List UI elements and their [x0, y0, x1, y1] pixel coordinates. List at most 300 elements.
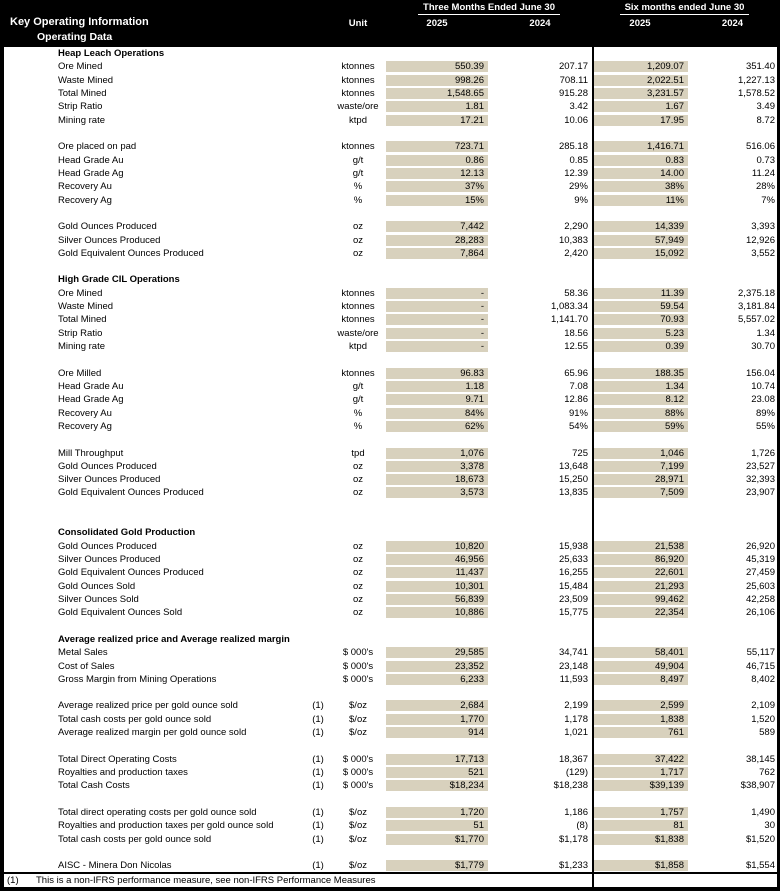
value-h1-2025: $39,139 [592, 780, 688, 791]
section-title: Consolidated Gold Production [58, 527, 196, 539]
unit-cell: oz [352, 580, 364, 592]
row-label: Total Direct Operating Costs [58, 753, 177, 765]
row-label: Recovery Au [58, 407, 112, 419]
value-q2-2024: 12.55 [564, 341, 588, 353]
value-q2-2025: 29,585 [386, 647, 488, 658]
value-q2-2025: 37% [386, 181, 488, 192]
value-q2-2025: 62% [386, 421, 488, 432]
value-q2-2024: 915.28 [558, 88, 588, 100]
row-label: Ore Milled [58, 367, 102, 379]
table-row [4, 167, 777, 180]
value-q2-2025: 998.26 [386, 75, 488, 86]
value-h1-2024: 1,726 [751, 447, 775, 459]
value-q2-2025: - [386, 301, 488, 312]
value-q2-2024: 1,178 [564, 713, 588, 725]
value-h1-2025: 17.95 [592, 115, 688, 126]
quarter-2025-column-header: 2025 [426, 18, 448, 29]
value-h1-2025: 1,717 [592, 767, 688, 778]
value-q2-2024: 12.39 [564, 167, 588, 179]
value-q2-2024: 3.42 [569, 101, 588, 113]
value-h1-2025: 1,757 [592, 807, 688, 818]
row-label: Head Grade Ag [58, 167, 124, 179]
spacer-row [4, 500, 777, 513]
value-q2-2024: 725 [572, 447, 588, 459]
value-q2-2025: 3,378 [386, 461, 488, 472]
value-h1-2024: 7% [761, 194, 775, 206]
table-row [4, 287, 777, 300]
value-h1-2024: 23.08 [751, 394, 775, 406]
value-q2-2024: 1,021 [564, 727, 588, 739]
value-q2-2024: $18,238 [553, 780, 588, 792]
unit-cell: $/oz [349, 820, 367, 832]
report-title: Key Operating Information [10, 16, 149, 28]
value-q2-2024: 7.08 [569, 380, 588, 392]
row-label: Gold Ounces Produced [58, 540, 157, 552]
table-row [4, 220, 777, 233]
value-q2-2025: 6,233 [386, 674, 488, 685]
unit-cell: ktonnes [341, 301, 375, 313]
unit-cell: % [353, 420, 363, 432]
value-q2-2025: 7,864 [386, 248, 488, 259]
table-row [4, 87, 777, 100]
value-h1-2024: 1,520 [751, 713, 775, 725]
value-h1-2024: 32,393 [745, 474, 775, 486]
value-h1-2024: 1.34 [756, 327, 775, 339]
unit-cell: ktpd [349, 341, 367, 353]
value-q2-2025: 96.83 [386, 368, 488, 379]
value-q2-2025: 15% [386, 195, 488, 206]
value-q2-2024: 23,148 [558, 660, 588, 672]
value-h1-2024: 23,907 [745, 487, 775, 499]
value-q2-2025: 17,713 [386, 754, 488, 765]
value-h1-2024: 45,319 [745, 554, 775, 566]
footnote-ref-cell: (1) [312, 780, 324, 792]
unit-cell: g/t [352, 380, 364, 392]
unit-cell: ktonnes [341, 367, 375, 379]
footnote-ref-cell: (1) [312, 727, 324, 739]
value-h1-2025: 11% [592, 195, 688, 206]
table-body [4, 47, 777, 872]
value-h1-2025: 0.39 [592, 341, 688, 352]
table-row [4, 779, 777, 792]
value-h1-2024: 351.40 [745, 61, 775, 73]
section-header-row [4, 273, 777, 286]
table-row [4, 580, 777, 593]
table-row [4, 753, 777, 766]
value-q2-2025: 12.13 [386, 168, 488, 179]
value-q2-2025: 723.71 [386, 141, 488, 152]
table-row [4, 420, 777, 433]
value-q2-2025: 51 [386, 820, 488, 831]
table-row [4, 327, 777, 340]
row-label: Strip Ratio [58, 101, 103, 113]
row-label: Cost of Sales [58, 660, 115, 672]
quarter-group-header: Three Months Ended June 30 [386, 2, 592, 15]
table-row [4, 140, 777, 153]
table-row [4, 726, 777, 739]
unit-cell: oz [352, 554, 364, 566]
value-h1-2024: 30 [764, 820, 775, 832]
value-h1-2025: 22,601 [592, 567, 688, 578]
spacer-row [4, 686, 777, 699]
value-q2-2025: 7,442 [386, 221, 488, 232]
value-q2-2025: 28,283 [386, 235, 488, 246]
unit-cell: oz [352, 234, 364, 246]
value-q2-2025: $1,770 [386, 834, 488, 845]
value-h1-2025: 22,354 [592, 607, 688, 618]
unit-cell: ktonnes [341, 314, 375, 326]
unit-cell: ktpd [349, 114, 367, 126]
row-label: Ore placed on pad [58, 141, 137, 153]
value-q2-2025: 0.86 [386, 155, 488, 166]
unit-cell: $ 000's [342, 647, 374, 659]
value-q2-2025: 1,720 [386, 807, 488, 818]
table-row [4, 713, 777, 726]
value-q2-2025: 3,573 [386, 487, 488, 498]
value-h1-2025: 88% [592, 408, 688, 419]
footnote-ref-cell: (1) [312, 806, 324, 818]
value-q2-2025: $18,234 [386, 780, 488, 791]
value-h1-2024: 55,117 [746, 647, 775, 659]
table-row [4, 313, 777, 326]
table-row [4, 659, 777, 672]
value-h1-2025: $1,858 [592, 860, 688, 871]
value-h1-2024: 762 [759, 767, 775, 779]
unit-cell: % [353, 194, 363, 206]
value-h1-2025: 1,838 [592, 714, 688, 725]
value-h1-2025: 8.12 [592, 394, 688, 405]
spacer-row [4, 793, 777, 806]
value-q2-2024: 708.11 [559, 74, 588, 86]
value-h1-2025: 28,971 [592, 474, 688, 485]
unit-cell: $ 000's [342, 780, 374, 792]
row-label: Gold Ounces Produced [58, 460, 157, 472]
value-q2-2025: 10,301 [386, 581, 488, 592]
table-row [4, 646, 777, 659]
value-q2-2025: $1,779 [386, 860, 488, 871]
row-label: Mining rate [58, 114, 105, 126]
half-year-2024-column-header: 2024 [721, 18, 744, 29]
value-h1-2025: 2,022.51 [592, 75, 688, 86]
value-h1-2025: 15,092 [592, 248, 688, 259]
table-row [4, 859, 777, 872]
unit-cell: waste/ore [337, 101, 379, 113]
value-q2-2024: 12.86 [564, 394, 588, 406]
value-q2-2025: 17.21 [386, 115, 488, 126]
row-label: Mill Throughput [58, 447, 124, 459]
row-label: Total direct operating costs per gold ounce sold [58, 806, 257, 818]
report-subtitle: Operating Data [37, 31, 113, 43]
footnote-ref-cell: (1) [312, 833, 324, 845]
footnote-ref-cell: (1) [312, 860, 324, 872]
value-h1-2025: 1,416.71 [592, 141, 688, 152]
row-label: Gold Equivalent Ounces Produced [58, 487, 204, 499]
table-row [4, 114, 777, 127]
value-h1-2025: 761 [592, 727, 688, 738]
unit-cell: $ 000's [342, 753, 374, 765]
value-h1-2024: $1,554 [745, 860, 775, 872]
table-row [4, 393, 777, 406]
value-h1-2025: 5.23 [592, 328, 688, 339]
table-row [4, 832, 777, 845]
row-label: Head Grade Au [58, 154, 124, 166]
table-row [4, 193, 777, 206]
value-h1-2024: 38,145 [745, 753, 775, 765]
value-h1-2025: 70.93 [592, 314, 688, 325]
unit-cell: ktonnes [341, 141, 375, 153]
table-row [4, 406, 777, 419]
row-label: Gold Ounces Produced [58, 221, 157, 233]
value-q2-2025: - [386, 288, 488, 299]
row-label: Waste Mined [58, 301, 114, 313]
value-h1-2024: 589 [759, 727, 775, 739]
table-row [4, 566, 777, 579]
value-q2-2024: 13,648 [558, 460, 588, 472]
value-h1-2024: 0.73 [756, 154, 775, 166]
unit-cell: ktonnes [341, 88, 375, 100]
table-row [4, 540, 777, 553]
table-row [4, 819, 777, 832]
value-h1-2024: 89% [755, 407, 775, 419]
value-q2-2025: 550.39 [386, 61, 488, 72]
value-h1-2024: 156.04 [745, 367, 775, 379]
value-h1-2025: 86,920 [592, 554, 688, 565]
footnote-ref: (1) [7, 875, 19, 886]
value-q2-2024: 11,593 [559, 673, 588, 685]
value-q2-2025: 10,820 [386, 541, 488, 552]
value-h1-2024: 27,459 [745, 567, 775, 579]
spacer-row [4, 846, 777, 859]
value-q2-2024: 18,367 [558, 753, 588, 765]
value-h1-2025: 3,231.57 [592, 88, 688, 99]
unit-cell: oz [352, 567, 364, 579]
unit-cell: $/oz [349, 713, 367, 725]
unit-cell: $ 000's [342, 767, 374, 779]
row-label: Royalties and production taxes per gold ounce sold [58, 820, 274, 832]
unit-cell: oz [352, 487, 364, 499]
value-q2-2024: 15,938 [558, 540, 588, 552]
section-header-row [4, 633, 777, 646]
value-q2-2024: 54% [568, 420, 588, 432]
value-h1-2024: 8,402 [751, 673, 775, 685]
row-label: Gold Equivalent Ounces Produced [58, 247, 204, 259]
table-row [4, 699, 777, 712]
value-h1-2024: 12,926 [745, 234, 775, 246]
row-label: Total cash costs per gold ounce sold [58, 833, 212, 845]
value-q2-2024: 285.18 [558, 141, 588, 153]
value-h1-2025: 57,949 [592, 235, 688, 246]
spacer-row [4, 433, 777, 446]
value-q2-2025: 1.81 [386, 101, 488, 112]
table-row [4, 233, 777, 246]
value-h1-2024: 28% [755, 181, 775, 193]
value-h1-2024: 5,557.02 [738, 314, 775, 326]
value-h1-2025: 8,497 [592, 674, 688, 685]
value-h1-2024: 3,181.84 [738, 301, 775, 313]
value-h1-2024: 42,258 [745, 593, 775, 605]
table-row [4, 553, 777, 566]
unit-cell: $/oz [349, 860, 367, 872]
value-q2-2025: 84% [386, 408, 488, 419]
unit-cell: % [353, 407, 363, 419]
value-q2-2024: 23,509 [558, 593, 588, 605]
value-q2-2024: 13,835 [558, 487, 588, 499]
value-h1-2025: 59% [592, 421, 688, 432]
table-row [4, 367, 777, 380]
value-q2-2024: 2,420 [564, 247, 588, 259]
table-row [4, 806, 777, 819]
value-h1-2025: 1,046 [592, 448, 688, 459]
footnote-row [4, 872, 777, 891]
value-q2-2024: 15,250 [558, 474, 588, 486]
unit-cell: oz [352, 247, 364, 259]
value-h1-2025: 7,199 [592, 461, 688, 472]
row-label: Head Grade Ag [58, 394, 124, 406]
value-q2-2025: 10,886 [386, 607, 488, 618]
unit-cell: $/oz [349, 700, 367, 712]
table-header [4, 0, 777, 47]
value-h1-2025: 0.83 [592, 155, 688, 166]
value-h1-2024: 26,106 [745, 607, 775, 619]
unit-cell: g/t [352, 154, 364, 166]
row-label: Average realized price per gold ounce sold [58, 700, 238, 712]
table-row [4, 593, 777, 606]
unit-column-header: Unit [348, 18, 368, 29]
value-q2-2024: 58.36 [564, 287, 588, 299]
footnote-ref-cell: (1) [312, 820, 324, 832]
row-label: Gold Equivalent Ounces Produced [58, 567, 204, 579]
row-label: Total Mined [58, 88, 107, 100]
value-q2-2024: 9% [574, 194, 588, 206]
value-h1-2025: 38% [592, 181, 688, 192]
section-title: Average realized price and Average realized margin [58, 633, 290, 645]
value-q2-2024: 16,255 [558, 567, 588, 579]
value-q2-2024: 25,633 [558, 554, 588, 566]
value-h1-2025: 1,209.07 [592, 61, 688, 72]
value-h1-2025: 37,422 [592, 754, 688, 765]
value-q2-2025: - [386, 341, 488, 352]
row-label: AISC - Minera Don Nicolas [58, 860, 172, 872]
value-q2-2024: (8) [576, 820, 588, 832]
unit-cell: $/oz [349, 806, 367, 818]
value-q2-2024: 0.85 [569, 154, 588, 166]
spacer-row [4, 353, 777, 366]
value-q2-2025: 521 [386, 767, 488, 778]
value-h1-2024: $1,520 [745, 833, 775, 845]
table-row [4, 100, 777, 113]
unit-cell: oz [352, 593, 364, 605]
unit-cell: g/t [352, 167, 364, 179]
value-q2-2025: - [386, 314, 488, 325]
row-label: Silver Ounces Produced [58, 474, 161, 486]
value-h1-2024: 3,552 [751, 247, 775, 259]
value-q2-2024: 10.06 [564, 114, 588, 126]
row-label: Gold Ounces Sold [58, 580, 136, 592]
value-q2-2025: 46,956 [386, 554, 488, 565]
unit-cell: $ 000's [342, 673, 374, 685]
table-row [4, 673, 777, 686]
unit-cell: oz [352, 460, 364, 472]
table-row [4, 606, 777, 619]
value-h1-2024: 1,227.13 [738, 74, 775, 86]
value-h1-2025: 7,509 [592, 487, 688, 498]
row-label: Ore Mined [58, 287, 103, 299]
value-h1-2024: $38,907 [740, 780, 775, 792]
value-h1-2025: 21,538 [592, 541, 688, 552]
value-h1-2024: 1,578.52 [738, 88, 775, 100]
value-h1-2025: 11.39 [592, 288, 688, 299]
value-h1-2024: 2,375.18 [738, 287, 775, 299]
value-q2-2024: 15,775 [558, 607, 588, 619]
value-h1-2024: 23,527 [745, 460, 775, 472]
unit-cell: $/oz [349, 727, 367, 739]
unit-cell: $ 000's [342, 660, 374, 672]
row-label: Total Mined [58, 314, 107, 326]
value-q2-2024: 207.17 [558, 61, 588, 73]
row-label: Metal Sales [58, 647, 108, 659]
unit-cell: % [353, 181, 363, 193]
row-label: Strip Ratio [58, 327, 103, 339]
quarter-2024-column-header: 2024 [529, 18, 551, 29]
row-label: Recovery Ag [58, 420, 112, 432]
value-q2-2024: 1,141.70 [551, 314, 588, 326]
value-h1-2024: 3,393 [751, 221, 775, 233]
row-label: Recovery Au [58, 181, 112, 193]
unit-cell: g/t [352, 394, 364, 406]
value-h1-2025: 2,599 [592, 700, 688, 711]
value-q2-2025: 1,770 [386, 714, 488, 725]
value-h1-2024: 3.49 [756, 101, 775, 113]
spacer-row [4, 513, 777, 526]
value-q2-2024: 2,199 [564, 700, 588, 712]
value-q2-2025: 56,839 [386, 594, 488, 605]
value-q2-2025: 1,548.65 [386, 88, 488, 99]
value-h1-2025: 99,462 [592, 594, 688, 605]
table-row [4, 180, 777, 193]
spacer-row [4, 127, 777, 140]
unit-cell: ktonnes [341, 287, 375, 299]
value-h1-2024: 55% [755, 420, 775, 432]
value-h1-2024: 30.70 [751, 341, 775, 353]
row-label: Average realized margin per gold ounce sold [58, 727, 247, 739]
value-q2-2025: 18,673 [386, 474, 488, 485]
table-row [4, 766, 777, 779]
value-h1-2025: 14,339 [592, 221, 688, 232]
value-h1-2024: 10.74 [751, 380, 775, 392]
spacer-row [4, 739, 777, 752]
table-row [4, 60, 777, 73]
value-h1-2025: 81 [592, 820, 688, 831]
value-q2-2024: 65.96 [564, 367, 588, 379]
column-divider [592, 0, 594, 891]
spacer-row [4, 207, 777, 220]
value-q2-2025: - [386, 328, 488, 339]
spacer-row [4, 260, 777, 273]
row-label: Head Grade Au [58, 380, 124, 392]
table-row [4, 460, 777, 473]
row-label: Recovery Ag [58, 194, 112, 206]
value-h1-2025: 21,293 [592, 581, 688, 592]
row-label: Silver Ounces Produced [58, 234, 161, 246]
unit-cell: $/oz [349, 833, 367, 845]
value-h1-2024: 11.24 [751, 167, 775, 179]
row-label: Total cash costs per gold ounce sold [58, 713, 212, 725]
row-label: Silver Ounces Produced [58, 554, 161, 566]
half-year-2025-column-header: 2025 [629, 18, 651, 29]
unit-cell: oz [352, 540, 364, 552]
table-row [4, 300, 777, 313]
value-q2-2024: 29% [568, 181, 588, 193]
